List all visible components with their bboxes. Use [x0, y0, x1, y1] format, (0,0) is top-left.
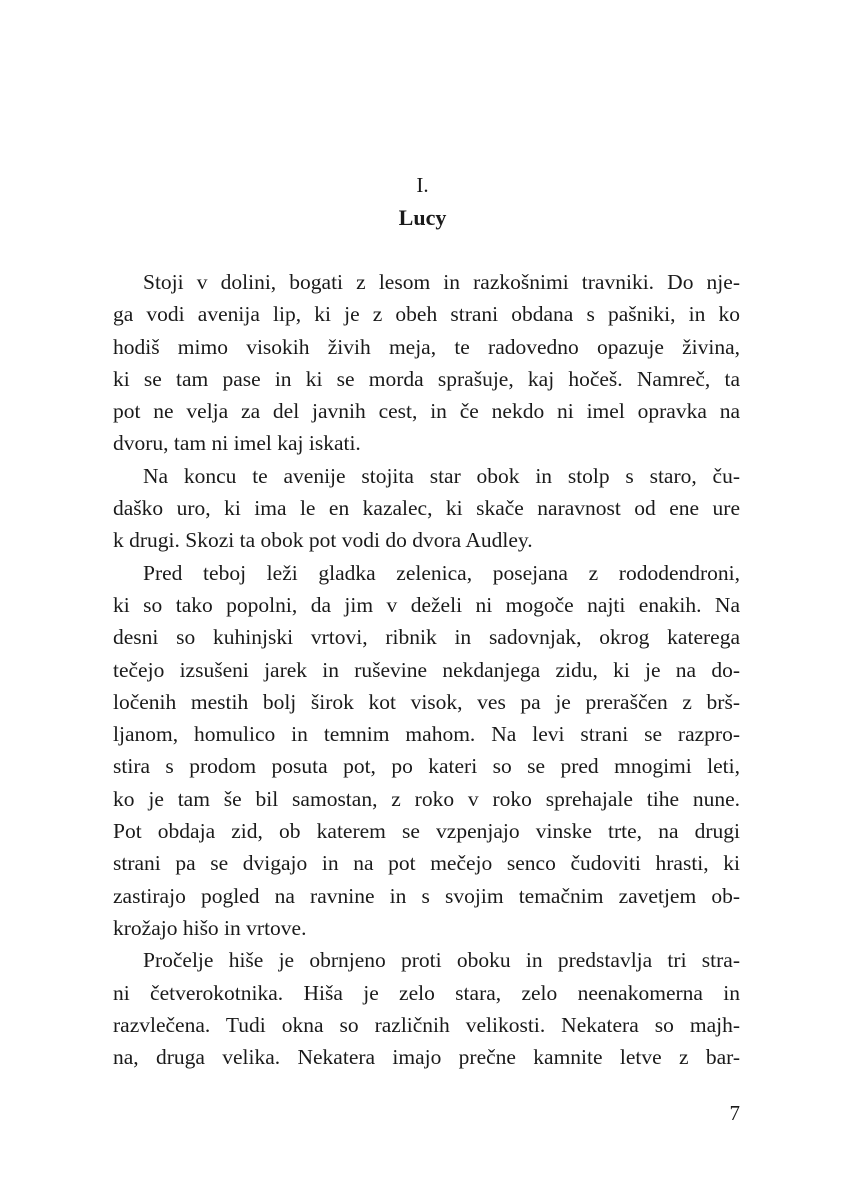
text-line: ki so tako popolni, da jim v deželi ni mogoče najti enakih. Na [113, 592, 740, 617]
text-line: ga vodi avenija lip, ki je z obeh strani obdana s pašniki, in ko [113, 302, 740, 327]
text-line: pot ne velja za del javnih cest, in če nekdo ni imel opravka na [113, 399, 740, 424]
text-line: ki se tam pase in ki se morda sprašuje, kaj hočeš. Namreč, ta [113, 366, 740, 391]
text-line: krožajo hišo in vrtove. [113, 915, 307, 940]
text-line: ko je tam še bil samostan, z roko v roko sprehajale tihe nune. [113, 786, 740, 811]
paragraph-4 [113, 944, 740, 1073]
text-line: stira s prodom posuta pot, po kateri so se pred mnogimi leti, [113, 754, 740, 779]
text-line: zastirajo pogled na ravnine in s svojim temačnim zavetjem ob- [113, 883, 740, 908]
text-line: Na koncu te avenije stojita star obok in stolp s staro, ču- [143, 463, 740, 488]
paragraph-2 [113, 460, 740, 557]
text-line: Pot obdaja zid, ob katerem se vzpenjajo vinske trte, na drugi [113, 819, 740, 844]
text-line: Stoji v dolini, bogati z lesom in razkošnimi travniki. Do nje- [143, 270, 740, 294]
text-line: ni četverokotnika. Hiša je zelo stara, zelo neenakomerna in [113, 980, 740, 1005]
paragraph-1 [113, 266, 740, 460]
text-line: hodiš mimo visokih živih meja, te radovedno opazuje živina, [113, 334, 740, 359]
chapter-title: Lucy [398, 205, 447, 230]
text-line: ljanom, homulico in temnim mahom. Na levi strani se razpro- [113, 722, 740, 747]
text-line: dvoru, tam ni imel kaj iskati. [113, 431, 361, 456]
paragraph-3 [113, 557, 740, 945]
text-line: Pročelje hiše je obrnjeno proti oboku in predstavlja tri stra- [143, 948, 740, 973]
text-line: desni so kuhinjski vrtovi, ribnik in sadovnjak, okrog katerega [113, 625, 740, 650]
chapter-number: I. [416, 173, 429, 197]
text-line: strani pa se dvigajo in na pot mečejo senco čudoviti hrasti, ki [113, 851, 740, 876]
text-line: ločenih mestih bolj širok kot visok, ves pa je preraščen z brš- [113, 689, 740, 714]
text-line: Pred teboj leži gladka zelenica, posejana z rododendroni, [143, 560, 740, 585]
text-line: tečejo izsušeni jarek in ruševine nekdanjega zidu, ki je na do- [113, 657, 740, 682]
text-line: razvlečena. Tudi okna so različnih velikosti. Nekatera so majh- [113, 1012, 740, 1037]
body-text [113, 266, 740, 1073]
text-line: na, druga velika. Nekatera imajo prečne kamnite letve z bar- [113, 1045, 740, 1070]
page-number: 7 [729, 1101, 740, 1125]
text-line: k drugi. Skozi ta obok pot vodi do dvora Audley. [113, 528, 533, 553]
text-line: daško uro, ki ima le en kazalec, ki skače naravnost od ene ure [113, 496, 740, 521]
